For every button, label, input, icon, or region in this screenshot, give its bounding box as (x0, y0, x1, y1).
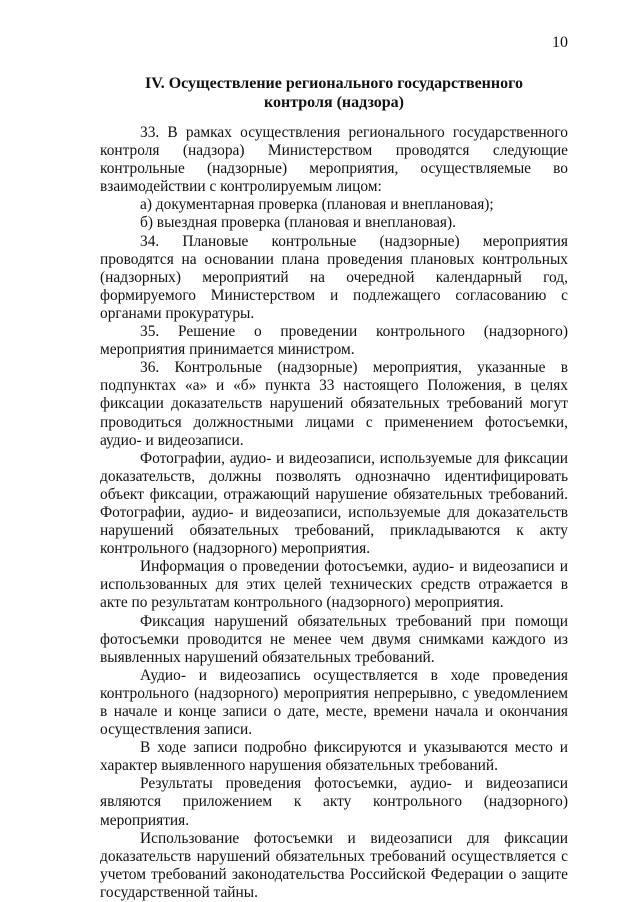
document-body (100, 124, 568, 902)
paragraph-34: 34. Плановые контрольные (надзорные) мероприятия проводятся на основании плана проведения плановых контрольных (надзорных) мероприятий на очередной календарный год, формируемого Министерством и подлежащего согласованию с органами прокуратуры. (100, 232, 568, 322)
paragraph-recording-details: В ходе записи подробно фиксируются и указываются место и характер выявленного нарушения обязательных требований. (100, 739, 568, 775)
paragraph-audio-video: Аудио- и видеозапись осуществляется в ходе проведения контрольного (надзорного) мероприятия непрерывно, с уведомлением в начале и конце записи о дате, месте, времени начала и окончания осуществления записи. (100, 666, 568, 739)
paragraph-recording-info: Информация о проведении фотосъемки, аудио- и видеозаписи и использованных для этих целей технических средств отражается в акте по результатам контрольного (надзорного) мероприятия. (100, 558, 568, 612)
page-number: 10 (552, 34, 568, 51)
paragraph-results: Результаты проведения фотосъемки, аудио- и видеозаписи являются приложением к акту контрольного (надзорного) мероприятия. (100, 775, 568, 829)
paragraph-state-secret: Использование фотосъемки и видеозаписи для фиксации доказательств нарушений обязательных требований осуществляется с учетом требований законодательства Российской Федерации о защите государственной тайны. (100, 829, 568, 901)
paragraph-33-item-b: б) выездная проверка (плановая и внеплановая). (140, 214, 456, 232)
paragraph-35: 35. Решение о проведении контрольного (надзорного) мероприятия принимается министром. (100, 323, 568, 359)
paragraph-photo-requirements: Фотографии, аудио- и видеозаписи, используемые для фиксации доказательств, должны позволять однозначно идентифицировать объект фиксации, отражающий нарушение обязательных требований. Фотографии, аудио- и видеозаписи, используемые для доказательств нарушений обязательных требований, прикладываются к акту контрольного (надзорного) мероприятия. (100, 449, 568, 558)
paragraph-33-item-a: а) документарная проверка (плановая и внеплановая); (140, 196, 494, 214)
section-heading-line-2: контроля (надзора) (264, 94, 404, 111)
paragraph-33: 33. В рамках осуществления регионального государственного контроля (надзора) Министерством проводятся следующие контрольные (надзорные) мероприятия, осуществляемые во взаимодействии с контролируемым лицом: (100, 124, 568, 196)
paragraph-photo-fixation: Фиксация нарушений обязательных требований при помощи фотосъемки проводится не менее чем двумя снимками каждого из выявленных нарушений обязательных требований. (100, 612, 568, 666)
section-heading (100, 74, 568, 112)
paragraph-36: 36. Контрольные (надзорные) мероприятия, указанные в подпунктах «а» и «б» пункта 33 настоящего Положения, в целях фиксации доказательств нарушений обязательных требований могут проводиться должностными лицами с применением фотосъемки, аудио- и видеозаписи. (100, 359, 568, 449)
section-heading-line-1: IV. Осуществление регионального государственного (145, 75, 523, 92)
